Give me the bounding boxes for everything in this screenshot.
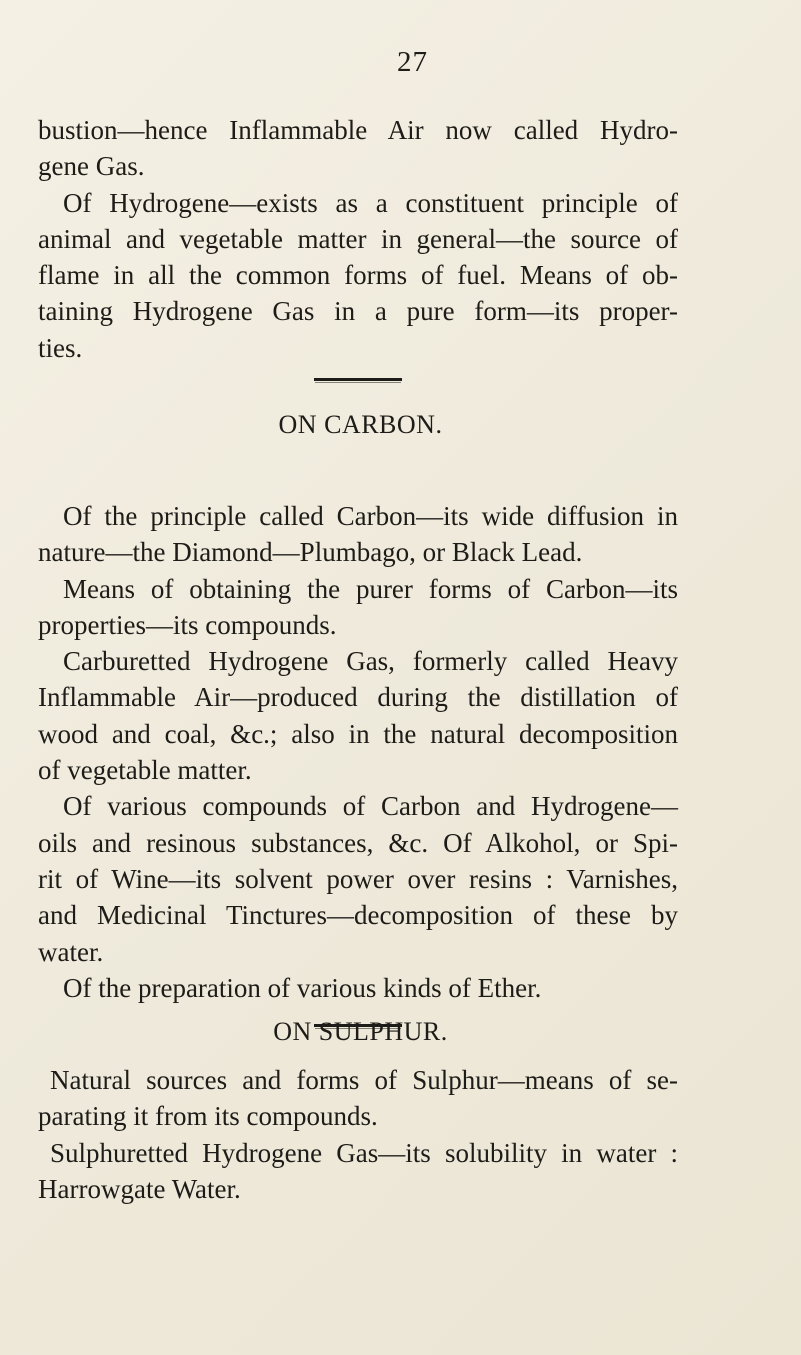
text-line: Natural sources and forms of Sulphur—means of se-: [50, 1065, 678, 1095]
text-line: Inflammable Air—produced during the distillation of: [38, 682, 678, 713]
sulphur-section: [38, 1062, 678, 1207]
text-line: Of Hydrogene—exists as a constituent principle of: [63, 187, 678, 218]
text-line: flame in all the common forms of fuel. Means of ob-: [38, 260, 678, 291]
text-line: animal and vegetable matter in general—the source of: [38, 223, 678, 254]
text-line: and Medicinal Tinctures—decomposition of these by: [38, 900, 678, 931]
text-line: Harrowgate Water.: [38, 1173, 241, 1204]
carbon-section: [38, 498, 678, 1006]
text-line: nature—the Diamond—Plumbago, or Black Lead.: [38, 537, 583, 568]
text-line: ties.: [38, 332, 83, 363]
text-line: Sulphuretted Hydrogene Gas—its solubility in water :: [50, 1137, 678, 1168]
text-line: taining Hydrogene Gas in a pure form—its proper-: [38, 296, 678, 327]
hydrogene-section: [38, 112, 678, 366]
text-line: Of the principle called Carbon—its wide diffusion in: [63, 501, 678, 531]
text-line: of vegetable matter.: [38, 755, 252, 786]
text-line: Carburetted Hydrogene Gas, formerly called Heavy: [63, 646, 678, 677]
section-divider: [314, 378, 402, 381]
text-line: Of the preparation of various kinds of Ether.: [63, 972, 542, 1003]
page-number: 27: [397, 46, 428, 78]
text-line: gene Gas.: [38, 151, 145, 182]
text-line: rit of Wine—its solvent power over resins : Varnishes,: [38, 863, 678, 894]
text-line: oils and resinous substances, &c. Of Alkohol, or Spi-: [38, 827, 678, 858]
text-line: Of various compounds of Carbon and Hydrogene—: [63, 791, 678, 822]
text-line: water.: [38, 936, 104, 967]
text-line: parating it from its compounds.: [38, 1101, 378, 1132]
text-line: Means of obtaining the purer forms of Carbon—its: [63, 573, 678, 604]
text-line: bustion—hence Inflammable Air now called Hydro-: [38, 115, 678, 145]
carbon-heading: ON CARBON.: [278, 410, 443, 439]
text-line: properties—its compounds.: [38, 609, 337, 640]
text-line: wood and coal, &c.; also in the natural decomposition: [38, 718, 678, 749]
sulphur-heading: ON SULPHUR.: [273, 1017, 448, 1046]
